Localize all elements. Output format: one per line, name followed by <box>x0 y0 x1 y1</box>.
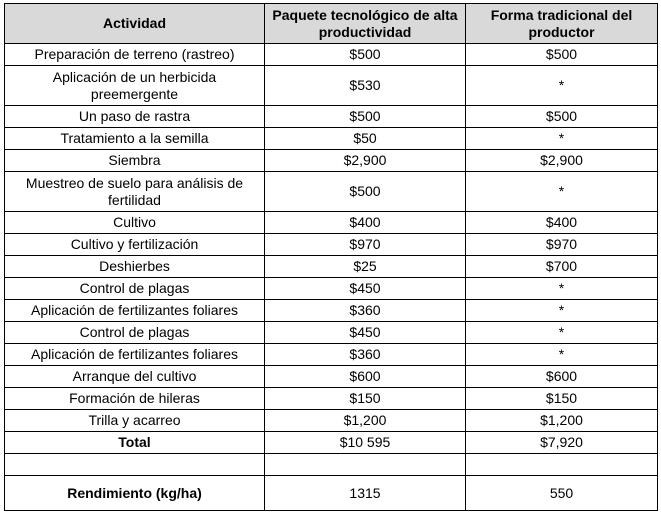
table-row <box>5 278 658 300</box>
traditional-cell: * <box>466 322 658 344</box>
tech-package-cell: $450 <box>265 278 466 300</box>
activity-cell: Trilla y acarreo <box>5 410 265 432</box>
tech-package-cell: $530 <box>265 66 466 106</box>
traditional-cell: $500 <box>466 44 658 66</box>
traditional-cell: $1,200 <box>466 410 658 432</box>
traditional-cell: $700 <box>466 256 658 278</box>
tech-package-cell: $970 <box>265 234 466 256</box>
table-body <box>5 44 658 432</box>
activity-cell: Aplicación de fertilizantes foliares <box>5 300 265 322</box>
activity-cell: Deshierbes <box>5 256 265 278</box>
yield-trad-value: 550 <box>466 476 658 511</box>
yield-row <box>5 476 658 511</box>
tech-package-cell: $400 <box>265 212 466 234</box>
tech-package-cell: $360 <box>265 300 466 322</box>
total-label: Total <box>5 432 265 454</box>
total-tech-value: $10 595 <box>265 432 466 454</box>
blank-cell <box>265 454 466 476</box>
table-row <box>5 344 658 366</box>
activity-cell: Aplicación de fertilizantes foliares <box>5 344 265 366</box>
table-row <box>5 44 658 66</box>
activity-cell: Aplicación de un herbicida preemergente <box>5 66 265 106</box>
tech-package-cell: $50 <box>265 128 466 150</box>
table-row <box>5 256 658 278</box>
total-row <box>5 432 658 454</box>
activity-cell: Siembra <box>5 150 265 172</box>
table-row <box>5 106 658 128</box>
table-row <box>5 410 658 432</box>
tech-package-cell: $150 <box>265 388 466 410</box>
tech-package-cell: $360 <box>265 344 466 366</box>
table-row <box>5 66 658 106</box>
traditional-cell: * <box>466 66 658 106</box>
table-row <box>5 366 658 388</box>
yield-tech-value: 1315 <box>265 476 466 511</box>
tech-package-cell: $500 <box>265 106 466 128</box>
activity-cell: Control de plagas <box>5 322 265 344</box>
header-row <box>5 4 658 44</box>
cost-comparison-table <box>4 3 658 511</box>
tech-package-cell: $500 <box>265 44 466 66</box>
table-row <box>5 300 658 322</box>
traditional-cell: * <box>466 128 658 150</box>
blank-cell <box>466 454 658 476</box>
tech-package-cell: $25 <box>265 256 466 278</box>
header-activity: Actividad <box>5 4 265 44</box>
traditional-cell: $400 <box>466 212 658 234</box>
activity-cell: Un paso de rastra <box>5 106 265 128</box>
traditional-cell: * <box>466 278 658 300</box>
header-traditional: Forma tradicional del productor <box>466 4 658 44</box>
traditional-cell: $2,900 <box>466 150 658 172</box>
header-tech-package: Paquete tecnológico de alta productividad <box>265 4 466 44</box>
blank-cell <box>5 454 265 476</box>
activity-cell: Cultivo y fertilización <box>5 234 265 256</box>
yield-label: Rendimiento (kg/ha) <box>5 476 265 511</box>
activity-cell: Control de plagas <box>5 278 265 300</box>
traditional-cell: $970 <box>466 234 658 256</box>
activity-cell: Formación de hileras <box>5 388 265 410</box>
activity-cell: Tratamiento a la semilla <box>5 128 265 150</box>
tech-package-cell: $2,900 <box>265 150 466 172</box>
tech-package-cell: $450 <box>265 322 466 344</box>
traditional-cell: * <box>466 344 658 366</box>
table-row <box>5 388 658 410</box>
table-row <box>5 128 658 150</box>
activity-cell: Preparación de terreno (rastreo) <box>5 44 265 66</box>
tech-package-cell: $600 <box>265 366 466 388</box>
table-row <box>5 322 658 344</box>
traditional-cell: * <box>466 300 658 322</box>
activity-cell: Cultivo <box>5 212 265 234</box>
traditional-cell: * <box>466 172 658 212</box>
table-row <box>5 172 658 212</box>
activity-cell: Muestreo de suelo para análisis de fertilidad <box>5 172 265 212</box>
traditional-cell: $500 <box>466 106 658 128</box>
activity-cell: Arranque del cultivo <box>5 366 265 388</box>
table-row <box>5 234 658 256</box>
table-row <box>5 150 658 172</box>
total-trad-value: $7,920 <box>466 432 658 454</box>
blank-row <box>5 454 658 476</box>
table-row <box>5 212 658 234</box>
traditional-cell: $600 <box>466 366 658 388</box>
tech-package-cell: $1,200 <box>265 410 466 432</box>
traditional-cell: $150 <box>466 388 658 410</box>
tech-package-cell: $500 <box>265 172 466 212</box>
